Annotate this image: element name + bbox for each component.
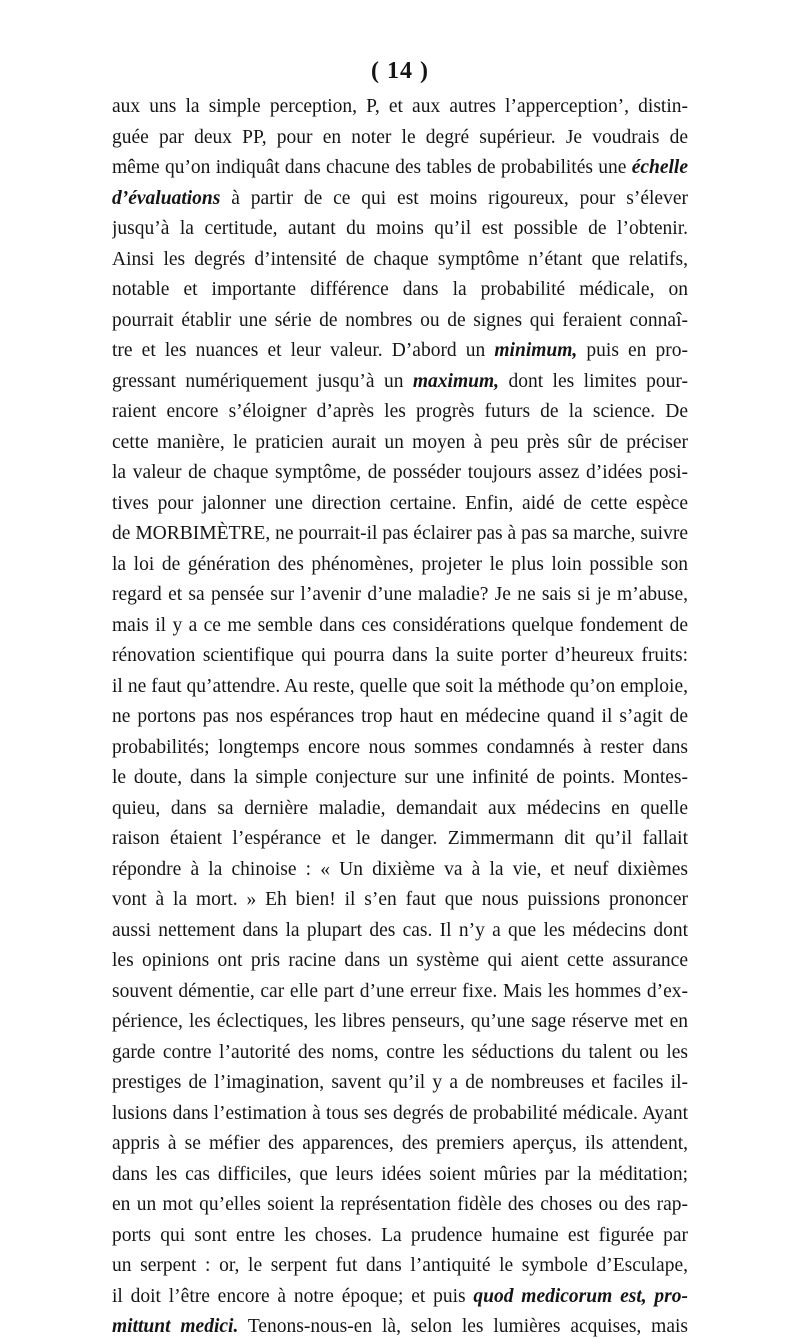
text-line [112, 1160, 688, 1191]
text-line [112, 1007, 688, 1038]
text-line [112, 1038, 688, 1069]
text-line [112, 428, 688, 459]
text-segment: lusions dans l’estimation à tous ses degrés de probabilité médicale. Ayant [112, 1102, 688, 1124]
text-segment: il doit l’être encore à notre époque; et puis [112, 1285, 474, 1307]
text-line [112, 1099, 688, 1130]
text-line [112, 489, 688, 520]
text-segment: aussi nettement dans la plupart des cas. Il n’y a que les médecins dont [112, 919, 688, 941]
text-line [112, 611, 688, 642]
text-segment: jusqu’à la certitude, autant du moins qu’il est possible de l’obtenir. [112, 218, 688, 239]
text-line [112, 458, 688, 489]
text-line [112, 580, 688, 611]
text-line [112, 1221, 688, 1252]
text-segment: pourrait établir une série de nombres ou de signes qui feraient connaî- [112, 309, 688, 331]
italic-segment: maximum, [412, 370, 500, 392]
text-segment: probabilités; longtemps encore nous sommes condamnés à rester dans [112, 736, 688, 758]
text-line [112, 1251, 688, 1282]
text-segment: répondre à la chinoise : « Un dixième va à la vie, et neuf dixièmes [112, 858, 688, 880]
page-number: ( 14 ) [371, 58, 429, 84]
text-segment: ports qui sont entre les choses. La prudence humaine est figurée par [112, 1224, 688, 1246]
text-segment: souvent démentie, car elle part d’une erreur fixe. Mais les hommes d’ex- [112, 980, 688, 1002]
text-segment: il ne faut qu’attendre. Au reste, quelle que soit la méthode qu’on emploie, [112, 675, 688, 697]
text-segment: tives pour jalonner une direction certaine. Enfin, aidé de cette espèce [112, 492, 688, 514]
text-line [112, 397, 688, 428]
text-line [112, 1068, 688, 1099]
text-line [112, 672, 688, 703]
text-line [112, 946, 688, 977]
text-line [112, 336, 688, 367]
text-segment: puis en pro- [577, 340, 688, 361]
text-segment: en un mot qu’elles soient la représentation fidèle des choses ou des rap- [112, 1194, 688, 1215]
text-line [112, 702, 688, 733]
text-line [112, 184, 688, 215]
text-line [112, 1282, 688, 1313]
body-text [112, 92, 688, 1343]
text-line [112, 641, 688, 672]
text-segment: dont les limites pour- [499, 370, 688, 392]
text-segment: périence, les éclectiques, les libres penseurs, qu’une sage réserve met en [112, 1011, 688, 1032]
text-line [112, 794, 688, 825]
text-line [112, 1190, 688, 1221]
text-segment: de MORBIMÈTRE, ne pourrait-il pas éclairer pas à pas sa marche, suivre [112, 523, 688, 544]
text-segment: vont à la mort. » Eh bien! il s’en faut que nous puissions prononcer [112, 889, 688, 910]
text-segment: regard et sa pensée sur l’avenir d’une maladie? Je ne sais si je m’abuse, [112, 584, 688, 605]
text-segment: rénovation scientifique qui pourra dans la suite porter d’heureux fruits: [112, 645, 688, 666]
italic-segment: d’évaluations [112, 187, 221, 209]
text-segment: ne portons pas nos espérances trop haut en médecine quand il s’agit de [112, 706, 688, 727]
text-segment: gressant numériquement jusqu’à un [112, 370, 413, 392]
text-line [112, 885, 688, 916]
text-line [112, 275, 688, 306]
text-segment: cette manière, le praticien aurait un moyen à peu près sûr de préciser [112, 431, 688, 453]
text-segment: quieu, dans sa dernière maladie, demandait aux médecins en quelle [112, 797, 688, 819]
italic-segment: mittunt medici. [112, 1316, 239, 1337]
text-segment: Ainsi les degrés d’intensité de chaque symptôme n’étant que relatifs, [112, 248, 688, 270]
text-line [112, 92, 688, 123]
text-segment: même qu’on indiquât dans chacune des tables de probabilités une [112, 157, 632, 178]
text-line [112, 123, 688, 154]
text-segment: mais il y a ce me semble dans ces considérations quelque fondement de [112, 614, 688, 636]
text-line [112, 733, 688, 764]
text-segment: dans les cas difficiles, que leurs idées soient mûries par la méditation; [112, 1163, 688, 1185]
text-segment: raison étaient l’espérance et le danger. Zimmermann dit qu’il fallait [112, 828, 688, 849]
text-line [112, 855, 688, 886]
text-segment: un serpent : or, le serpent fut dans l’antiquité le symbole d’Esculape, [112, 1255, 688, 1276]
text-segment: la loi de génération des phénomènes, projeter le plus loin possible son [112, 553, 688, 575]
text-line [112, 1312, 688, 1343]
italic-segment: minimum, [494, 340, 578, 361]
text-segment: notable et importante différence dans la probabilité médicale, on [112, 279, 688, 300]
text-line [112, 214, 688, 245]
text-segment: le doute, dans la simple conjecture sur une infinité de points. Montes- [112, 767, 688, 788]
text-segment: à partir de ce qui est moins rigoureux, pour s’élever [220, 187, 688, 209]
text-segment: guée par deux PP, pour en noter le degré supérieur. Je voudrais de [112, 126, 688, 148]
italic-segment: quod medicorum est, pro- [473, 1285, 688, 1307]
text-line [112, 916, 688, 947]
text-line [112, 519, 688, 550]
text-line [112, 367, 688, 398]
text-line [112, 306, 688, 337]
text-segment: garde contre l’autorité des noms, contre les séductions du talent ou les [112, 1041, 688, 1063]
text-segment: les opinions ont pris racine dans un système qui aient cette assurance [112, 950, 688, 971]
text-line [112, 824, 688, 855]
text-segment: la valeur de chaque symptôme, de posséder toujours assez d’idées posi- [112, 462, 688, 483]
text-line [112, 550, 688, 581]
text-segment: aux uns la simple perception, P, et aux autres l’apperception’, distin- [112, 96, 688, 117]
text-segment: prestiges de l’imagination, savent qu’il y a de nombreuses et faciles il- [112, 1072, 688, 1093]
text-segment: raient encore s’éloigner d’après les progrès futurs de la science. De [112, 401, 688, 422]
text-line [112, 153, 688, 184]
text-segment: appris à se méfier des apparences, des premiers aperçus, ils attendent, [112, 1133, 688, 1154]
text-line [112, 977, 688, 1008]
text-line [112, 763, 688, 794]
text-segment: Tenons-nous-en là, selon les lumières acquises, mais [238, 1316, 688, 1337]
italic-segment: échelle [631, 157, 688, 178]
text-line [112, 1129, 688, 1160]
text-segment: tre et les nuances et leur valeur. D’abord un [112, 340, 495, 361]
text-line [112, 245, 688, 276]
